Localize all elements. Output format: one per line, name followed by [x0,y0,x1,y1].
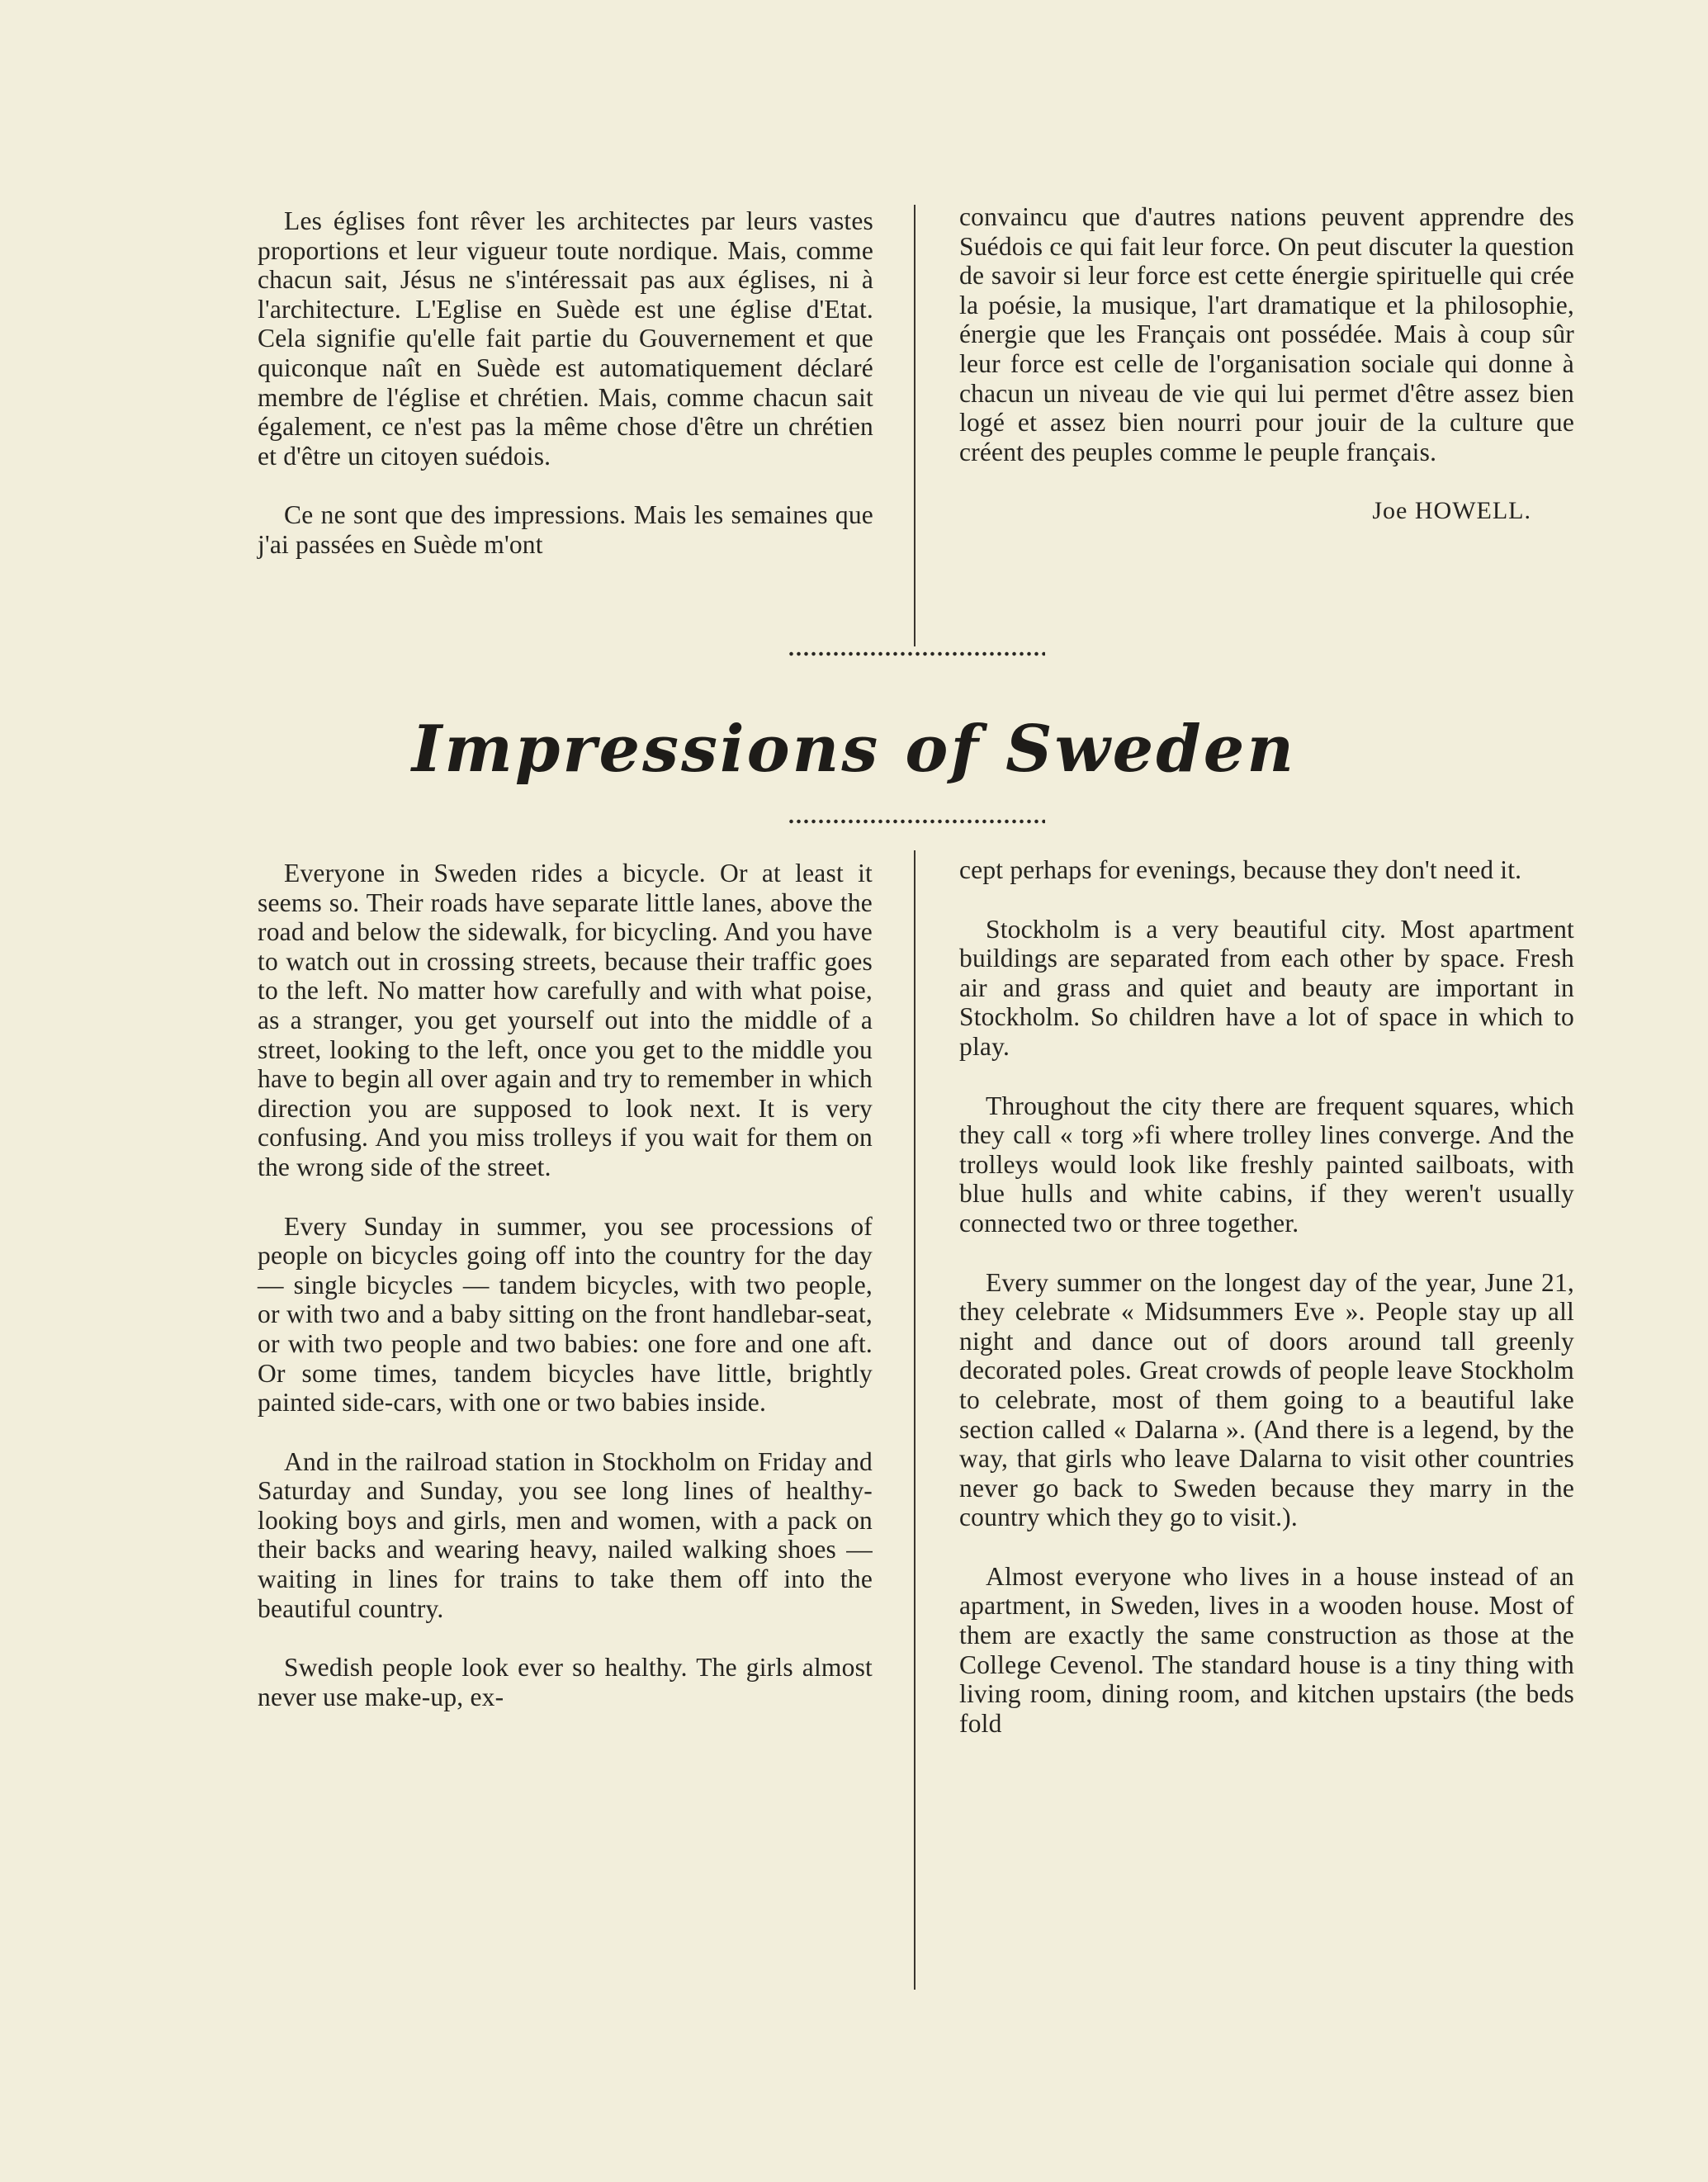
english-right-paragraph: cept perhaps for evenings, because they don't need it. [959,855,1522,884]
english-left-paragraph: Every Sunday in summer, you see processions of people on bicycles going off into the country for the day — single bicycles — tandem bicycles, with two people, or with two and a baby sitting on the front handlebar-seat, or with two people and two babies: one fore and one aft. Or some times, tandem bicycles have little, brightly painted side-cars, with one or two babies inside. [258,1211,873,1418]
french-right-paragraph: convaincu que d'autres nations peuvent apprendre des Suédois ce qui fait leur force. On peut discuter la question de savoir si leur force est cette énergie spirituelle qui crée la poésie, la musique, l'art dramatique et la philosophie, énergie que les Français ont possédée. Mais à coup sûr leur force est celle de l'organisation sociale qui donne à chacun un niveau de vie qui lui permet d'être assez bien logé et assez bien nourri pour jouir de la culture que créent des peuples comme le peuple français. [959,202,1574,466]
french-right-column [959,202,1574,526]
english-left-paragraph: And in the railroad station in Stockholm on Friday and Saturday and Sunday, you see long lines of healthy-looking boys and girls, men and women, with a pack on their backs and wearing heavy, nailed walking shoes — waiting in lines for trains to take them off into the beautiful country. [258,1446,873,1623]
english-right-paragraph: Every summer on the longest day of the year, June 21, they celebrate « Midsummers Eve ». People stay up all night and dance out of doors around tall greenly decorated poles. Great crowds of people leave Stockholm to celebrate, most of them going to a beautiful lake section called « Dalarna ». (And there is a legend, by the way, that girls who leave Dalarna to visit other countries never go back to Sweden because they marry in the country which they go to visit.). [959,1267,1574,1532]
dotted-divider-top [788,651,1045,656]
dotted-divider-bottom [788,819,1045,824]
english-right-column [959,855,1574,1768]
english-right-paragraph: Stockholm is a very beautiful city. Most apartment buildings are separated from each other by space. Fresh air and grass and quiet and beauty are important in Stockholm. So children have a lot of space in which to play. [959,914,1574,1061]
author-signature: Joe HOWELL. [1372,497,1531,525]
english-left-paragraph: Everyone in Sweden rides a bicycle. Or at least it seems so. Their roads have separate little lanes, above the road and below the sidewalk, for bicycling. And you have to watch out in crossing streets, because their traffic goes to the left. No matter how carefully and with what poise, as a stranger, you get yourself out into the middle of a street, looking to the left, once you get to the middle you have to begin all over again and try to remember in which direction you are supposed to look next. It is very confusing. And you miss trolleys if you wait for them on the wrong side of the street. [258,859,873,1181]
english-column-divider [914,850,916,1990]
french-column-divider [914,205,916,646]
article-title: Impressions of Sweden [411,712,1297,787]
english-left-column [258,859,873,1741]
english-right-paragraph: Almost everyone who lives in a house instead of an apartment, in Sweden, lives in a wooden house. Most of them are exactly the same construction as those at the College Cevenol. The standard house is a tiny thing with living room, dining room, and kitchen upstairs (the beds fold [959,1561,1574,1738]
english-left-paragraph: Swedish people look ever so healthy. The girls almost never use make-up, ex- [258,1653,873,1711]
french-left-paragraph: Les églises font rêver les architectes par leurs vastes proportions et leur vigueur toute nordique. Mais, comme chacun sait, Jésus ne s'intéressait pas aux églises, ni à l'architecture. L'Eglise en Suède est une église d'Etat. Cela signifie qu'elle fait partie du Gouvernement et que quiconque naît en Suède est automatiquement déclaré membre de l'église et chrétien. Mais, comme chacun sait également, ce n'est pas la même chose d'être un chrétien et d'être un citoyen suédois. [258,206,873,471]
french-left-column [258,206,873,589]
french-left-paragraph: Ce ne sont que des impressions. Mais les semaines que j'ai passées en Suède m'ont [258,500,873,559]
english-right-paragraph: Throughout the city there are frequent squares, which they call « torg »fi where trolley lines converge. And the trolleys would look like freshly painted sailboats, with blue hulls and white cabins, if they weren't usually connected two or three together. [959,1091,1574,1238]
